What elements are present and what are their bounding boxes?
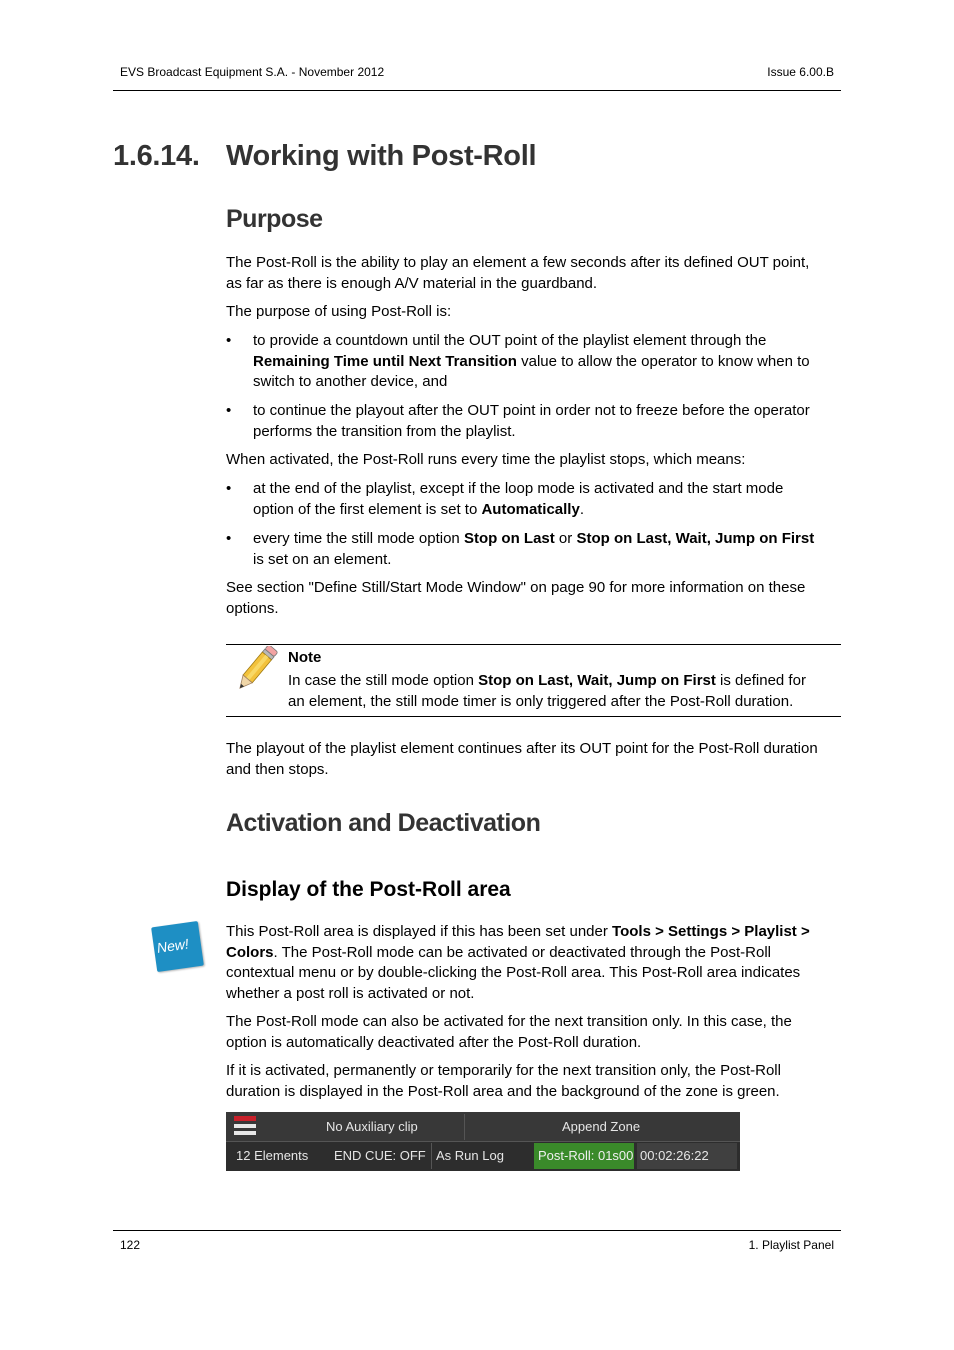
- bullet-item-3: [253, 479, 843, 520]
- divider: [464, 1114, 465, 1140]
- activation-heading: Activation and Deactivation: [226, 809, 541, 837]
- text-line: or: [554, 530, 577, 547]
- end-cue-status[interactable]: END CUE: OFF: [334, 1148, 426, 1163]
- activation-paragraph-1: [226, 922, 841, 1004]
- text-line: switch to another device, and: [253, 373, 448, 390]
- text-line: is set on an element.: [253, 550, 392, 568]
- text-line: is defined for: [715, 672, 806, 689]
- note-top-rule: [226, 644, 841, 645]
- text-line: whether a post roll is activated or not.: [226, 984, 475, 1002]
- display-subheading: Display of the Post-Roll area: [226, 878, 511, 901]
- text-line: See section "Define Still/Start Mode Window" on page 90 for more information on these: [226, 579, 806, 596]
- timecode-value: 00:02:26:22: [640, 1148, 709, 1163]
- purpose-paragraph-2: The purpose of using Post-Roll is:: [226, 303, 452, 320]
- text-line: as far as there is enough A/V material in the guardband.: [226, 274, 598, 292]
- text-line: options.: [226, 599, 279, 617]
- post-roll-area[interactable]: [534, 1143, 634, 1169]
- bullet: •: [226, 402, 232, 419]
- purpose-paragraph-3: When activated, the Post-Roll runs every time the playlist stops, which means:: [226, 451, 746, 468]
- as-run-log-button[interactable]: As Run Log: [436, 1148, 504, 1163]
- text-line: contextual menu or by double-clicking the Post-Roll area. This Post-Roll area indicates: [226, 964, 801, 981]
- text-line: and then stops.: [226, 760, 329, 778]
- header-right: Issue 6.00.B: [767, 65, 834, 79]
- bold-term: Tools > Settings > Playlist >: [612, 923, 810, 940]
- text-line: every time the still mode option: [253, 530, 464, 547]
- text-line: performs the transition from the playlist.: [253, 422, 516, 440]
- text-line: value to allow the operator to know when to: [516, 352, 810, 370]
- bold-term: Stop on Last, Wait, Jump on First: [576, 530, 815, 547]
- pencil-icon: [232, 646, 280, 692]
- text-line: an element, the still mode timer is only triggered after the Post-Roll duration.: [288, 692, 794, 710]
- post-roll-value: Post-Roll: 01s00: [538, 1148, 634, 1163]
- bullet: •: [226, 480, 232, 497]
- auxiliary-clip-label[interactable]: No Auxiliary clip: [326, 1119, 418, 1134]
- note-bottom-rule: [226, 716, 841, 717]
- text-line: to continue the playout after the OUT point in order not to freeze before the operator: [253, 402, 810, 419]
- new-badge-label: New!: [155, 935, 190, 956]
- text-line: to provide a countdown until the OUT point of the playlist element through the: [253, 332, 767, 349]
- purpose-paragraph-1: [226, 253, 841, 294]
- bold-term: Automatically: [481, 500, 580, 518]
- bullet-item-1: [253, 331, 843, 393]
- bullet: •: [226, 530, 232, 547]
- text-line: This Post-Roll area is displayed if this has been set under: [226, 923, 613, 940]
- footer-section: 1. Playlist Panel: [748, 1238, 834, 1252]
- activation-paragraph-2: [226, 1012, 841, 1053]
- bullet-item-4: [253, 529, 843, 570]
- text-line: option of the first element is set to: [253, 500, 482, 518]
- timecode-area: [637, 1143, 737, 1169]
- bullet-item-2: [253, 401, 843, 442]
- text-line: option is automatically deactivated after the Post-Roll duration.: [226, 1033, 642, 1051]
- divider: [226, 1141, 740, 1142]
- header-rule: [113, 90, 841, 91]
- elements-count: 12 Elements: [236, 1148, 309, 1163]
- bold-term: Remaining Time until Next Transition: [253, 352, 517, 370]
- after-note-paragraph: [226, 739, 841, 780]
- text-line: duration is displayed in the Post-Roll area and the background of the zone is green.: [226, 1082, 780, 1100]
- text-line: The playout of the playlist element continues after its OUT point for the Post-Roll duration: [226, 740, 818, 757]
- activation-paragraph-3: [226, 1061, 841, 1102]
- section-number: 1.6.14.: [113, 140, 200, 172]
- playlist-status-bar: [226, 1112, 740, 1171]
- note-body: [288, 671, 841, 712]
- purpose-paragraph-4: [226, 578, 841, 619]
- page-title: [113, 140, 536, 173]
- bullet: •: [226, 332, 232, 349]
- bold-term: Stop on Last: [463, 530, 555, 547]
- header-left: EVS Broadcast Equipment S.A. - November 2012: [120, 65, 385, 79]
- text-line: at the end of the playlist, except if the loop mode is activated and the start mode: [253, 480, 784, 497]
- purpose-heading: Purpose: [226, 205, 323, 233]
- text-line: The Post-Roll mode can also be activated for the next transition only. In this case, the: [226, 1013, 792, 1030]
- status-top-row: [226, 1112, 740, 1141]
- note-title: Note: [288, 649, 322, 666]
- bold-term: Colors: [226, 943, 274, 961]
- section-title: Working with Post-Roll: [226, 140, 537, 172]
- append-zone-label[interactable]: Append Zone: [562, 1119, 641, 1134]
- new-badge: [151, 921, 204, 972]
- page-number: 122: [120, 1238, 141, 1252]
- text-line: .: [579, 500, 584, 518]
- text-line: The Post-Roll is the ability to play an element a few seconds after its defined OUT point,: [226, 254, 810, 271]
- text-line: . The Post-Roll mode can be activated or deactivated through the Post-Roll: [273, 943, 772, 961]
- divider: [431, 1143, 432, 1169]
- menu-icon[interactable]: [234, 1116, 256, 1137]
- bold-term: Stop on Last, Wait, Jump on First: [478, 672, 716, 689]
- text-line: If it is activated, permanently or temporarily for the next transition only, the Post-Roll: [226, 1062, 781, 1079]
- text-line: In case the still mode option: [288, 672, 479, 689]
- footer-rule: [113, 1230, 841, 1231]
